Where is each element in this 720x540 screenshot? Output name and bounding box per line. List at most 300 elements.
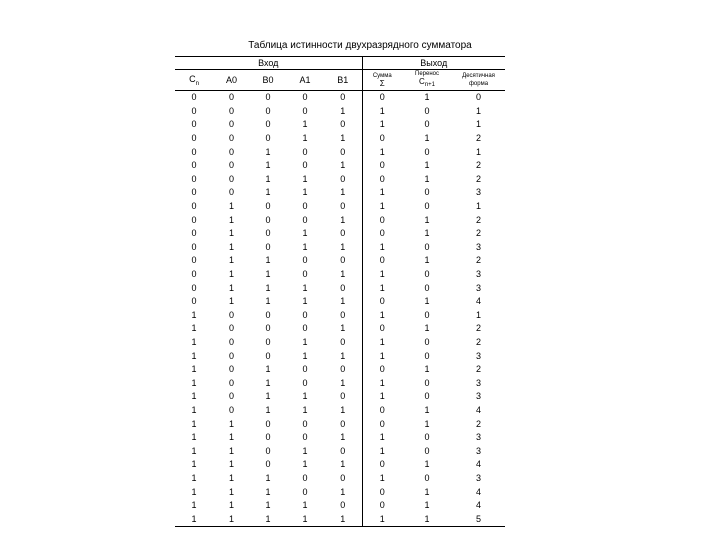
cell-b0: 0 xyxy=(265,133,271,144)
cell-cn: 1 xyxy=(191,323,197,334)
cell-b0: 1 xyxy=(265,364,271,375)
cell-b1: 1 xyxy=(324,213,362,227)
cell-a1: 1 xyxy=(302,459,308,470)
cell-sum: 0 xyxy=(379,214,385,225)
cell-cn: 0 xyxy=(191,282,197,293)
table-row xyxy=(175,268,505,282)
cell-cn: 0 xyxy=(191,241,197,252)
table-row xyxy=(175,499,505,513)
cell-a1: 1 xyxy=(302,133,308,144)
cell-sum: 1 xyxy=(362,512,402,526)
cell-b0: 1 xyxy=(265,187,271,198)
cell-b1: 0 xyxy=(324,91,362,105)
table-row xyxy=(175,186,505,200)
cell-cn: 1 xyxy=(191,486,197,497)
cell-sum: 0 xyxy=(379,133,385,144)
cell-a0: 1 xyxy=(228,228,234,239)
cell-sum: 0 xyxy=(379,296,385,307)
cell-b1: 0 xyxy=(324,390,362,404)
table-title: Таблица истинности двухразрядного сумматора xyxy=(248,40,472,51)
column-header-b0: B0 xyxy=(250,70,286,91)
cell-decimal: 2 xyxy=(476,228,482,239)
cell-cn: 0 xyxy=(191,173,197,184)
cell-a0: 1 xyxy=(213,512,250,526)
cell-b0: 0 xyxy=(265,445,271,456)
cell-a1: 0 xyxy=(302,364,308,375)
cell-sum: 0 xyxy=(379,500,385,511)
cell-sum: 1 xyxy=(379,336,385,347)
cell-cn: 1 xyxy=(175,512,213,526)
cell-a0: 1 xyxy=(228,214,234,225)
cell-a0: 1 xyxy=(228,445,234,456)
cell-b0: 1 xyxy=(250,512,286,526)
column-header-a0: A0 xyxy=(213,70,250,91)
table-row xyxy=(175,132,505,146)
cell-b0: 1 xyxy=(265,486,271,497)
cell-b0: 0 xyxy=(265,228,271,239)
cell-decimal: 2 xyxy=(476,133,482,144)
cell-sum: 1 xyxy=(379,241,385,252)
cell-cn: 0 xyxy=(191,255,197,266)
cell-a0: 0 xyxy=(228,309,234,320)
cell-a1: 1 xyxy=(302,228,308,239)
cell-b1: 1 xyxy=(324,485,362,499)
cell-carry: 1 xyxy=(424,214,430,225)
cell-b1: 0 xyxy=(324,309,362,323)
table-row xyxy=(175,322,505,336)
cell-a0: 1 xyxy=(228,296,234,307)
cell-sum: 1 xyxy=(379,309,385,320)
cell-cn: 1 xyxy=(191,350,197,361)
cell-carry: 1 xyxy=(424,486,430,497)
cell-b1: 0 xyxy=(324,173,362,187)
cell-sum: 0 xyxy=(379,459,385,470)
cell-cn: 0 xyxy=(191,119,197,130)
cell-a0: 1 xyxy=(228,432,234,443)
cell-decimal: 2 xyxy=(476,418,482,429)
table-row xyxy=(175,512,505,526)
cell-decimal: 3 xyxy=(476,269,482,280)
cell-carry: 1 xyxy=(424,255,430,266)
cell-carry: 1 xyxy=(424,404,430,415)
cell-decimal: 3 xyxy=(476,241,482,252)
cell-a0: 1 xyxy=(228,500,234,511)
truth-table xyxy=(175,56,505,527)
cell-b1: 0 xyxy=(324,281,362,295)
cell-carry: 1 xyxy=(424,500,430,511)
cell-sum: 1 xyxy=(379,377,385,388)
cell-decimal: 3 xyxy=(476,391,482,402)
table-row xyxy=(175,458,505,472)
cell-b1: 0 xyxy=(324,417,362,431)
cell-sum: 0 xyxy=(379,364,385,375)
truth-table-container xyxy=(175,56,505,527)
cell-b0: 0 xyxy=(265,105,271,116)
cell-a0: 0 xyxy=(228,187,234,198)
cell-decimal: 4 xyxy=(476,500,482,511)
cell-carry: 1 xyxy=(424,296,430,307)
cell-a0: 1 xyxy=(228,269,234,280)
cell-b1: 1 xyxy=(324,105,362,119)
table-row xyxy=(175,309,505,323)
cell-carry: 1 xyxy=(402,512,452,526)
cell-a1: 1 xyxy=(302,336,308,347)
cell-cn: 0 xyxy=(191,228,197,239)
cell-carry: 0 xyxy=(424,282,430,293)
cell-a0: 0 xyxy=(228,105,234,116)
cell-sum: 0 xyxy=(379,486,385,497)
cell-sum: 1 xyxy=(379,432,385,443)
table-row xyxy=(175,485,505,499)
cell-sum: 0 xyxy=(379,92,385,103)
cell-a1: 0 xyxy=(302,309,308,320)
cell-sum: 0 xyxy=(379,418,385,429)
cell-b0: 1 xyxy=(265,282,271,293)
cell-carry: 1 xyxy=(424,418,430,429)
column-header-cn: $C_n$ xyxy=(175,70,213,91)
cell-cn: 0 xyxy=(191,201,197,212)
cell-a1: 0 xyxy=(302,201,308,212)
cell-decimal: 5 xyxy=(452,512,505,526)
cell-cn: 1 xyxy=(191,500,197,511)
cell-carry: 1 xyxy=(424,228,430,239)
cell-b1: 1 xyxy=(324,512,362,526)
table-row xyxy=(175,472,505,486)
cell-b1: 1 xyxy=(324,295,362,309)
cell-a0: 1 xyxy=(228,255,234,266)
cell-b0: 0 xyxy=(265,459,271,470)
cell-carry: 0 xyxy=(424,201,430,212)
cell-carry: 0 xyxy=(424,391,430,402)
cell-carry: 0 xyxy=(424,241,430,252)
input-group-header: Вход xyxy=(175,57,362,70)
cell-sum: 0 xyxy=(379,173,385,184)
cell-b1: 0 xyxy=(324,200,362,214)
cell-b0: 1 xyxy=(265,377,271,388)
cell-sum: 1 xyxy=(379,472,385,483)
cell-cn: 1 xyxy=(191,391,197,402)
cell-carry: 0 xyxy=(424,432,430,443)
cell-a0: 1 xyxy=(228,418,234,429)
cell-b0: 0 xyxy=(265,418,271,429)
cell-decimal: 2 xyxy=(476,214,482,225)
cell-b1: 0 xyxy=(324,336,362,350)
cell-b0: 1 xyxy=(265,160,271,171)
cell-a0: 0 xyxy=(228,92,234,103)
cell-b1: 0 xyxy=(324,254,362,268)
cell-cn: 1 xyxy=(191,404,197,415)
cell-b0: 1 xyxy=(265,404,271,415)
cell-a1: 0 xyxy=(302,92,308,103)
cell-a1: 1 xyxy=(302,173,308,184)
cell-b0: 0 xyxy=(265,309,271,320)
cell-a1: 1 xyxy=(302,187,308,198)
cell-b0: 0 xyxy=(265,350,271,361)
cell-sum: 0 xyxy=(379,228,385,239)
cell-carry: 0 xyxy=(424,187,430,198)
cell-cn: 1 xyxy=(191,364,197,375)
cell-b0: 1 xyxy=(265,255,271,266)
cell-a1: 0 xyxy=(302,160,308,171)
cell-decimal: 3 xyxy=(476,350,482,361)
cell-cn: 0 xyxy=(191,269,197,280)
cell-b1: 1 xyxy=(324,376,362,390)
table-row xyxy=(175,349,505,363)
cell-a1: 1 xyxy=(302,445,308,456)
table-row xyxy=(175,173,505,187)
cell-carry: 0 xyxy=(424,146,430,157)
cell-a1: 1 xyxy=(302,391,308,402)
cell-b1: 1 xyxy=(324,186,362,200)
cell-b1: 0 xyxy=(324,444,362,458)
cell-carry: 1 xyxy=(424,459,430,470)
cell-carry: 1 xyxy=(424,92,430,103)
cell-decimal: 1 xyxy=(476,309,482,320)
cell-carry: 1 xyxy=(424,323,430,334)
cell-decimal: 2 xyxy=(476,364,482,375)
cell-decimal: 4 xyxy=(476,404,482,415)
cell-a0: 1 xyxy=(228,459,234,470)
cell-carry: 1 xyxy=(424,133,430,144)
cell-carry: 0 xyxy=(424,350,430,361)
table-row xyxy=(175,105,505,119)
cell-carry: 0 xyxy=(424,105,430,116)
cell-a1: 0 xyxy=(302,255,308,266)
cell-carry: 1 xyxy=(424,364,430,375)
cell-a1: 0 xyxy=(302,432,308,443)
cell-cn: 1 xyxy=(191,309,197,320)
cell-decimal: 1 xyxy=(476,119,482,130)
cell-decimal: 3 xyxy=(476,445,482,456)
cell-b0: 1 xyxy=(265,500,271,511)
cell-cn: 0 xyxy=(191,133,197,144)
cell-carry: 0 xyxy=(424,472,430,483)
cell-sum: 1 xyxy=(379,269,385,280)
cell-a1: 1 xyxy=(302,404,308,415)
cell-b0: 1 xyxy=(265,173,271,184)
table-row xyxy=(175,91,505,105)
cell-a0: 0 xyxy=(228,377,234,388)
table-row xyxy=(175,390,505,404)
table-row xyxy=(175,404,505,418)
cell-b0: 1 xyxy=(265,269,271,280)
cell-a1: 0 xyxy=(302,105,308,116)
cell-carry: 0 xyxy=(424,377,430,388)
column-header-carry: Перенос $C_{n+1}$ xyxy=(402,70,452,91)
column-header-a1: A1 xyxy=(286,70,324,91)
cell-a1: 0 xyxy=(302,472,308,483)
cell-b1: 1 xyxy=(324,322,362,336)
cell-a0: 0 xyxy=(228,160,234,171)
cell-decimal: 3 xyxy=(476,432,482,443)
output-group-header: Выход xyxy=(362,57,505,70)
cell-b0: 1 xyxy=(265,472,271,483)
cell-cn: 1 xyxy=(191,472,197,483)
cell-carry: 0 xyxy=(424,309,430,320)
cell-decimal: 3 xyxy=(476,377,482,388)
cell-sum: 1 xyxy=(379,282,385,293)
cell-a1: 0 xyxy=(302,146,308,157)
table-row xyxy=(175,227,505,241)
cell-b1: 1 xyxy=(324,349,362,363)
cell-a0: 0 xyxy=(228,404,234,415)
cell-carry: 0 xyxy=(424,119,430,130)
cell-b1: 1 xyxy=(324,404,362,418)
cell-b1: 0 xyxy=(324,227,362,241)
cell-a1: 0 xyxy=(302,377,308,388)
cell-cn: 0 xyxy=(191,105,197,116)
cell-b1: 1 xyxy=(324,159,362,173)
table-row xyxy=(175,431,505,445)
cell-a0: 0 xyxy=(228,119,234,130)
cell-a1: 1 xyxy=(302,282,308,293)
cell-sum: 1 xyxy=(379,146,385,157)
column-header-b1: B1 xyxy=(324,70,362,91)
cell-a0: 0 xyxy=(228,146,234,157)
cell-a0: 0 xyxy=(228,173,234,184)
cell-decimal: 2 xyxy=(476,255,482,266)
cell-b0: 0 xyxy=(265,432,271,443)
cell-a1: 1 xyxy=(302,350,308,361)
cell-decimal: 4 xyxy=(476,486,482,497)
cell-b0: 0 xyxy=(265,336,271,347)
cell-sum: 1 xyxy=(379,350,385,361)
cell-sum: 0 xyxy=(379,255,385,266)
table-row xyxy=(175,363,505,377)
cell-b1: 0 xyxy=(324,472,362,486)
table-row xyxy=(175,254,505,268)
cell-a0: 0 xyxy=(228,364,234,375)
cell-cn: 1 xyxy=(191,418,197,429)
table-row xyxy=(175,444,505,458)
column-header-sum: Сумма Σ xyxy=(362,70,402,91)
cell-carry: 1 xyxy=(424,173,430,184)
cell-carry: 0 xyxy=(424,269,430,280)
cell-cn: 0 xyxy=(191,214,197,225)
cell-a1: 0 xyxy=(302,214,308,225)
cell-cn: 1 xyxy=(191,459,197,470)
cell-a0: 1 xyxy=(228,486,234,497)
table-row xyxy=(175,417,505,431)
cell-a0: 0 xyxy=(228,336,234,347)
cell-decimal: 2 xyxy=(476,323,482,334)
cell-b1: 0 xyxy=(324,499,362,513)
cell-b1: 1 xyxy=(324,241,362,255)
cell-a1: 0 xyxy=(302,486,308,497)
cell-a1: 1 xyxy=(302,296,308,307)
cell-a1: 0 xyxy=(302,323,308,334)
cell-b1: 1 xyxy=(324,431,362,445)
table-row xyxy=(175,159,505,173)
cell-cn: 0 xyxy=(191,146,197,157)
cell-a0: 1 xyxy=(228,472,234,483)
cell-sum: 0 xyxy=(379,323,385,334)
cell-a1: 1 xyxy=(302,119,308,130)
cell-a1: 1 xyxy=(302,241,308,252)
cell-decimal: 2 xyxy=(476,173,482,184)
cell-b0: 0 xyxy=(265,201,271,212)
cell-b0: 0 xyxy=(265,241,271,252)
cell-decimal: 3 xyxy=(476,282,482,293)
cell-a0: 0 xyxy=(228,350,234,361)
cell-decimal: 1 xyxy=(476,105,482,116)
cell-a0: 1 xyxy=(228,282,234,293)
cell-decimal: 3 xyxy=(476,472,482,483)
cell-sum: 1 xyxy=(379,445,385,456)
cell-carry: 0 xyxy=(424,445,430,456)
cell-sum: 0 xyxy=(379,404,385,415)
cell-a1: 0 xyxy=(302,269,308,280)
cell-cn: 0 xyxy=(191,296,197,307)
cell-carry: 1 xyxy=(424,160,430,171)
table-row xyxy=(175,118,505,132)
cell-decimal: 2 xyxy=(476,160,482,171)
cell-sum: 1 xyxy=(379,187,385,198)
cell-a0: 1 xyxy=(228,201,234,212)
cell-a0: 0 xyxy=(228,323,234,334)
cell-b0: 0 xyxy=(265,92,271,103)
cell-decimal: 3 xyxy=(476,187,482,198)
cell-b1: 0 xyxy=(324,118,362,132)
cell-a0: 1 xyxy=(228,241,234,252)
cell-carry: 0 xyxy=(424,336,430,347)
cell-decimal: 4 xyxy=(476,296,482,307)
truth-table-body xyxy=(175,91,505,527)
table-row xyxy=(175,376,505,390)
cell-b0: 0 xyxy=(265,323,271,334)
cell-cn: 1 xyxy=(191,445,197,456)
table-row xyxy=(175,281,505,295)
cell-cn: 0 xyxy=(191,187,197,198)
table-row xyxy=(175,200,505,214)
cell-decimal: 1 xyxy=(476,201,482,212)
cell-a1: 1 xyxy=(286,512,324,526)
cell-b0: 1 xyxy=(265,146,271,157)
cell-sum: 0 xyxy=(379,160,385,171)
cell-decimal: 1 xyxy=(476,146,482,157)
cell-sum: 1 xyxy=(379,105,385,116)
cell-decimal: 0 xyxy=(476,92,482,103)
cell-b0: 0 xyxy=(265,119,271,130)
column-header-decimal: Десятичная форма xyxy=(452,70,505,91)
cell-b1: 0 xyxy=(324,145,362,159)
table-row xyxy=(175,213,505,227)
table-row xyxy=(175,295,505,309)
table-row xyxy=(175,145,505,159)
cell-sum: 1 xyxy=(379,391,385,402)
cell-sum: 1 xyxy=(379,201,385,212)
cell-b0: 1 xyxy=(265,391,271,402)
cell-b1: 1 xyxy=(324,268,362,282)
cell-cn: 1 xyxy=(191,336,197,347)
cell-sum: 1 xyxy=(379,119,385,130)
cell-a0: 0 xyxy=(228,391,234,402)
cell-decimal: 2 xyxy=(476,336,482,347)
cell-a1: 1 xyxy=(302,500,308,511)
cell-b0: 1 xyxy=(265,296,271,307)
cell-a1: 0 xyxy=(302,418,308,429)
cell-b1: 0 xyxy=(324,363,362,377)
cell-a0: 0 xyxy=(228,133,234,144)
cell-cn: 0 xyxy=(191,160,197,171)
cell-cn: 0 xyxy=(191,92,197,103)
cell-b1: 1 xyxy=(324,458,362,472)
cell-b0: 0 xyxy=(265,214,271,225)
table-row xyxy=(175,241,505,255)
cell-cn: 1 xyxy=(191,377,197,388)
cell-cn: 1 xyxy=(191,432,197,443)
cell-decimal: 4 xyxy=(476,459,482,470)
